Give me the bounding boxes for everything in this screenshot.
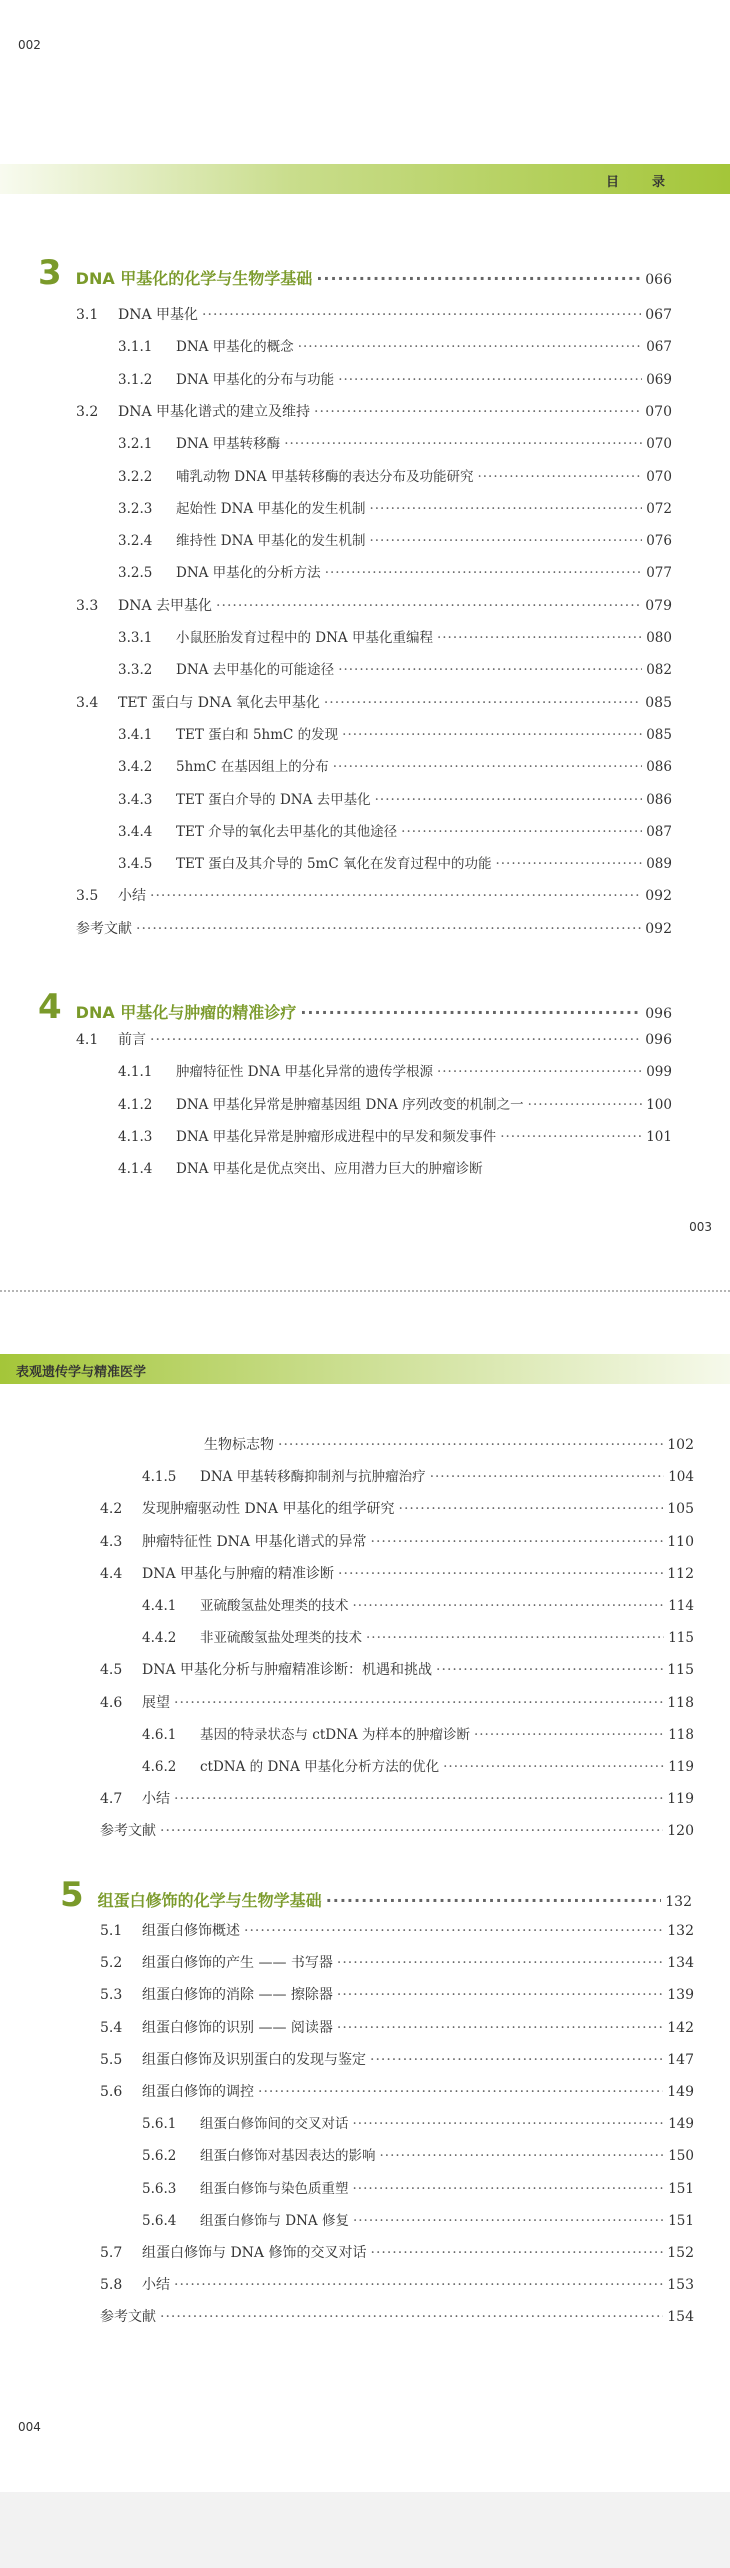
toc-entry[interactable] [100,1500,694,1518]
entry-number: 4.2 [100,1501,123,1518]
entry-title: 组蛋白修饰与 DNA 修饰的交叉对话 [142,2245,367,2261]
leader-dots [337,2019,663,2037]
entry-number: 4.4.1 [142,1598,177,1614]
toc-entry[interactable] [100,2083,694,2101]
entry-number: 4.1.3 [118,1128,153,1145]
leader-dots [338,661,642,679]
entry-number: 3.2.5 [118,565,153,582]
toc-entry[interactable] [76,1031,672,1049]
toc-entry[interactable] [142,1629,694,1647]
leader-dots [437,629,642,647]
toc-entry[interactable] [204,1436,694,1454]
toc-entry[interactable] [118,500,672,518]
toc-entry[interactable] [100,1790,694,1808]
entry-title: 组蛋白修饰的消除 —— 擦除器 [142,1987,333,2004]
entry-page: 104 [668,1469,694,1486]
entry-page: 085 [645,694,672,711]
toc-entry[interactable] [118,758,672,776]
book-title: 表观遗传学与精准医学 [16,1365,147,1380]
leader-dots [443,1758,664,1776]
toc-entry[interactable] [100,1565,694,1583]
leader-dots [401,823,642,841]
toc-entry[interactable] [118,1128,672,1146]
toc-entry[interactable] [100,1661,694,1679]
entry-page: 153 [667,2277,694,2294]
toc-entry[interactable] [118,823,672,841]
entry-number: 5.8 [100,2277,123,2294]
toc-entry[interactable] [118,661,672,679]
entry-title: 亚硫酸氢盐处理类的技术 [200,1598,349,1614]
leader-dots [371,2244,664,2262]
entry-number: 3.3.1 [118,630,153,646]
entry-title: ctDNA 的 DNA 甲基化分析方法的优化 [200,1759,440,1775]
entry-page: 132 [667,1923,694,1939]
leader-dots [216,597,641,615]
toc-entry[interactable] [142,1758,694,1776]
entry-page: 101 [646,1128,672,1145]
entry-page: 142 [667,2019,694,2036]
entry-number: 4.7 [100,1791,123,1808]
leader-dots [326,1892,662,1910]
toc-entry[interactable] [142,1468,694,1486]
entry-number: 4.1.5 [142,1469,177,1486]
toc-entry[interactable] [118,855,672,873]
book-title-band [0,1354,730,1384]
entry-title: 参考文献 [100,2309,156,2326]
entry-title: 前言 [118,1032,146,1048]
entry-number: 4.6 [100,1694,123,1711]
entry-title: DNA 甲基转移酶 [176,436,281,453]
leader-dots [366,1629,664,1647]
entry-number: 3.3 [76,597,99,614]
leader-dots [284,435,642,453]
entry-title: 组蛋白修饰与染色质重塑 [200,2180,349,2197]
toc-entry[interactable] [142,2212,694,2230]
page-number: 004 [18,2420,41,2434]
entry-number: 4.1.2 [118,1096,153,1113]
entry-title: TET 蛋白与 DNA 氧化去甲基化 [118,694,320,711]
entry-title: 组蛋白修饰对基因表达的影响 [200,2148,376,2165]
leader-dots [474,1726,664,1744]
entry-title: 组蛋白修饰及识别蛋白的发现与鉴定 [142,2051,366,2068]
leader-dots [337,1986,663,2004]
entry-title: 基因的特录状态与 ctDNA 为样本的肿瘤诊断 [200,1726,470,1743]
toc-entry[interactable] [118,791,672,809]
leader-dots [353,2180,665,2198]
leader-dots [160,1822,663,1840]
leader-dots [477,468,642,486]
entry-page: 105 [667,1501,694,1518]
entry-title: DNA 甲基化与肿瘤的精准诊断 [142,1565,335,1582]
leader-dots [369,500,642,518]
entry-number: 3.2.1 [118,436,153,453]
entry-number: 3.2.4 [118,533,153,550]
entry-number: 4.1.4 [118,1161,153,1178]
entry-page: 092 [645,920,672,937]
toc-entry[interactable] [118,564,672,582]
entry-number: 3.1.1 [118,339,153,356]
entry-title: DNA 甲基化谱式的建立及维持 [118,403,311,420]
leader-dots [375,791,643,809]
entry-title: 小结 [142,1791,170,1808]
leader-dots [370,2051,663,2069]
page-number-right: 003 [689,1220,712,1234]
entry-page: 079 [645,597,672,614]
entry-number: 5.6.2 [142,2148,177,2165]
entry-title: DNA 甲基化异常是肿瘤基因组 DNA 序列改变的机制之一 [176,1096,524,1113]
leader-dots [353,2115,665,2133]
entry-page: 154 [667,2309,694,2326]
entry-page: 069 [646,371,672,388]
entry-number: 4.4 [100,1565,123,1582]
entry-title: DNA 甲基化 [118,307,199,323]
entry-title: 组蛋白修饰概述 [142,1923,240,1939]
toc-entry[interactable] [142,2147,694,2165]
entry-page: 067 [646,339,672,356]
entry-page: 120 [667,1823,694,1840]
entry-number: 3.1.2 [118,371,153,388]
entry-page: 089 [646,856,672,873]
chapter-page: 066 [645,272,672,288]
entry-title: 参考文献 [76,920,132,937]
leader-dots [338,371,642,389]
entry-page: 118 [668,1726,694,1743]
entry-title: TET 蛋白介导的 DNA 去甲基化 [176,791,371,808]
leader-dots [324,694,641,712]
entry-title: TET 介导的氧化去甲基化的其他途径 [176,823,398,840]
entry-page: 070 [646,436,672,453]
entry-page: 080 [646,630,672,646]
toc-header-band [0,164,730,194]
toc-entry[interactable] [76,887,672,905]
entry-page: 100 [646,1096,672,1113]
toc-entry[interactable] [142,2180,694,2198]
entry-title: DNA 去甲基化的可能途径 [176,662,335,679]
leader-dots [371,1533,664,1551]
entry-title: DNA 甲基化的分析方法 [176,565,321,582]
entry-number: 5.6.3 [142,2180,177,2197]
entry-page: 152 [667,2245,694,2261]
entry-page: 092 [645,888,672,905]
entry-title: 组蛋白修饰的调控 [142,2084,254,2100]
entry-title: 参考文献 [100,1823,156,1840]
toc-entry[interactable] [118,629,672,647]
entry-title: 小结 [118,888,146,905]
chapter-title: DNA 甲基化与肿瘤的精准诊疗 [75,1003,297,1022]
leader-dots [174,1790,663,1808]
entry-page: 151 [668,2180,694,2197]
toc-entry[interactable] [118,435,672,453]
toc-entry[interactable] [118,371,672,389]
leader-dots [136,920,641,938]
entry-page: 076 [646,533,672,550]
entry-page: 119 [668,1759,694,1775]
entry-page: 070 [646,468,672,485]
leader-dots [495,855,642,873]
leader-dots [278,1436,663,1454]
leader-dots [337,1954,663,1972]
entry-number: 3.4.2 [118,759,153,776]
entry-title: 5hmC 在基因组上的分布 [176,759,329,776]
entry-page: 112 [667,1565,694,1582]
toc-entry[interactable] [100,2019,694,2037]
entry-page: 099 [646,1064,672,1081]
entry-title: 组蛋白修饰的产生 —— 书写器 [142,1955,333,1972]
entry-number: 4.3 [100,1533,123,1550]
toc-entry[interactable] [118,468,672,486]
entry-title: DNA 去甲基化 [118,597,213,614]
entry-title: 肿瘤特征性 DNA 甲基化异常的遗传学根源 [176,1064,433,1081]
entry-number: 3.5 [76,888,99,905]
leader-dots [314,403,641,421]
toc-entry[interactable] [76,694,672,712]
entry-title: DNA 甲基化的概念 [176,339,294,356]
leader-dots [258,2083,663,2101]
toc-entry[interactable] [118,726,672,744]
toc-entry[interactable] [100,1694,694,1712]
entry-page: 077 [646,565,672,582]
entry-number: 5.7 [100,2245,123,2261]
entry-number: 5.3 [100,1987,123,2004]
entry-page: 115 [667,1662,694,1679]
toc-entry[interactable] [100,2244,694,2262]
toc-entry[interactable] [100,1954,694,1972]
entry-number: 3.4 [76,694,99,711]
entry-number: 3.4.5 [118,856,153,873]
entry-number: 4.1 [76,1032,99,1048]
entry-number: 5.6 [100,2084,123,2100]
entry-page: 115 [668,1630,694,1647]
toc-entry[interactable] [118,1096,672,1114]
entry-title: DNA 甲基化异常是肿瘤形成进程中的早发和频发事件 [176,1128,497,1145]
toc-entry[interactable] [118,532,672,550]
entry-page: 110 [667,1533,694,1550]
leader-dots [298,338,643,356]
toc-entry[interactable] [100,1533,694,1551]
entry-title: DNA 甲基化分析与肿瘤精准诊断：机遇和挑战 [142,1662,433,1679]
leader-dots [353,1597,665,1615]
entry-title: 肿瘤特征性 DNA 甲基化谱式的异常 [142,1533,367,1550]
entry-title: 组蛋白修饰与 DNA 修复 [200,2212,349,2229]
entry-page: 114 [668,1598,694,1614]
page-number-left: 002 [18,38,41,52]
leader-dots [353,2212,664,2230]
entry-page: 134 [667,1955,694,1972]
entry-number: 3.3.2 [118,662,153,679]
chapter-number: 3 [38,253,62,293]
entry-number: 5.5 [100,2051,123,2068]
chapter-3-entry[interactable] [38,253,672,293]
toc-entry[interactable] [76,306,672,324]
entry-page: 150 [668,2148,694,2165]
entry-page: 087 [646,823,672,840]
leader-dots [436,1661,663,1679]
toc-entry[interactable] [142,1726,694,1744]
leader-dots [244,1922,663,1940]
entry-page: 118 [667,1694,694,1711]
toc-entry[interactable] [142,1597,694,1615]
entry-title: DNA 甲基化是优点突出、应用潜力巨大的肿瘤诊断 [176,1161,483,1178]
leader-dots [380,2147,665,2165]
entry-number: 4.6.1 [142,1726,177,1743]
entry-number: 3.4.3 [118,791,153,808]
leader-dots [160,2308,663,2326]
chapter-title: 组蛋白修饰的化学与生物学基础 [97,1891,322,1910]
entry-page: 147 [667,2051,694,2068]
entry-number: 3.2.2 [118,468,153,485]
entry-page: 070 [645,403,672,420]
leader-dots [338,1565,663,1583]
entry-title: 生物标志物 [204,1437,274,1453]
chapter-title: DNA 甲基化的化学与生物学基础 [75,269,313,288]
entry-title: 维持性 DNA 甲基化的发生机制 [176,533,366,550]
entry-number: 4.5 [100,1662,123,1679]
toc-entry[interactable] [118,338,672,356]
leader-dots [333,758,643,776]
toc-entry[interactable] [142,2115,694,2133]
toc-label: 目 录 [605,175,675,190]
leader-dots [316,270,641,288]
entry-page: 082 [646,662,672,679]
entry-title: TET 蛋白及其介导的 5mC 氧化在发育过程中的功能 [176,856,492,873]
entry-page: 085 [646,726,672,743]
leader-dots [150,887,641,905]
entry-title: 发现肿瘤驱动性 DNA 甲基化的组学研究 [142,1501,395,1518]
entry-number: 3.2 [76,403,99,420]
toc-entry[interactable] [100,2051,694,2069]
toc-entry[interactable] [118,1063,672,1081]
chapter-number: 5 [60,1875,84,1915]
entry-number: 4.1.1 [118,1064,153,1081]
toc-entry[interactable] [100,1922,694,1940]
entry-number: 3.4.4 [118,823,153,840]
entry-page: 096 [645,1032,672,1048]
entry-page: 151 [668,2212,694,2229]
toc-entry[interactable] [118,1160,672,1178]
leader-dots [500,1128,642,1146]
entry-page: 119 [667,1791,694,1808]
leader-dots [202,306,641,324]
entry-page: 139 [667,1987,694,2004]
toc-entry[interactable] [100,1986,694,2004]
leader-dots [300,1004,641,1022]
leader-dots [342,726,642,744]
leader-dots [325,564,643,582]
entry-number: 3.1 [76,307,99,323]
entry-title: TET 蛋白和 5hmC 的发现 [176,726,339,743]
leader-dots [437,1063,642,1081]
leader-dots [174,2276,663,2294]
leader-dots [369,532,642,550]
entry-title: 展望 [142,1694,170,1711]
entry-title: 小鼠胚胎发育过程中的 DNA 甲基化重编程 [176,630,433,646]
entry-title: 组蛋白修饰间的交叉对话 [200,2116,349,2133]
entry-title: DNA 甲基化的分布与功能 [176,371,335,388]
chapter-4-entry[interactable] [38,987,672,1027]
entry-page: 086 [646,759,672,776]
toc-entry[interactable] [76,597,672,615]
entry-page: 086 [646,791,672,808]
entry-number: 4.6.2 [142,1759,177,1775]
toc-entry[interactable] [100,1822,694,1840]
entry-page: 072 [646,500,672,517]
leader-dots [150,1031,641,1049]
entry-page: 149 [667,2084,694,2100]
toc-entry[interactable] [100,2308,694,2326]
entry-number: 5.4 [100,2019,123,2036]
chapter-number: 4 [38,987,62,1027]
entry-title: 非亚硫酸氢盐处理类的技术 [200,1630,362,1647]
toc-entry[interactable] [100,2276,694,2294]
entry-title: 起始性 DNA 甲基化的发生机制 [176,500,366,517]
entry-number: 5.2 [100,1955,123,1972]
entry-number: 3.4.1 [118,726,153,743]
entry-title: DNA 甲基转移酶抑制剂与抗肿瘤治疗 [200,1469,426,1486]
entry-title: 哺乳动物 DNA 甲基转移酶的表达分布及功能研究 [176,468,474,485]
entry-number: 5.6.4 [142,2212,177,2229]
entry-title: 组蛋白修饰的识别 —— 阅读器 [142,2019,333,2036]
toc-entry[interactable] [76,920,672,938]
chapter-page: 132 [665,1894,692,1910]
entry-number: 4.4.2 [142,1630,177,1647]
chapter-5-entry[interactable] [60,1875,692,1915]
entry-page: 149 [668,2116,694,2133]
leader-dots [399,1500,664,1518]
entry-page: 067 [645,307,672,323]
entry-title: 小结 [142,2277,170,2294]
leader-dots [528,1096,643,1114]
leader-dots [174,1694,663,1712]
entry-number: 5.6.1 [142,2116,177,2133]
entry-number: 5.1 [100,1923,123,1939]
toc-entry[interactable] [76,403,672,421]
toc-page-bottom [0,1292,730,2492]
chapter-page: 096 [645,1006,672,1022]
entry-page: 102 [667,1437,694,1453]
background-margin [0,2492,730,2568]
leader-dots [430,1468,665,1486]
entry-number: 3.2.3 [118,500,153,517]
